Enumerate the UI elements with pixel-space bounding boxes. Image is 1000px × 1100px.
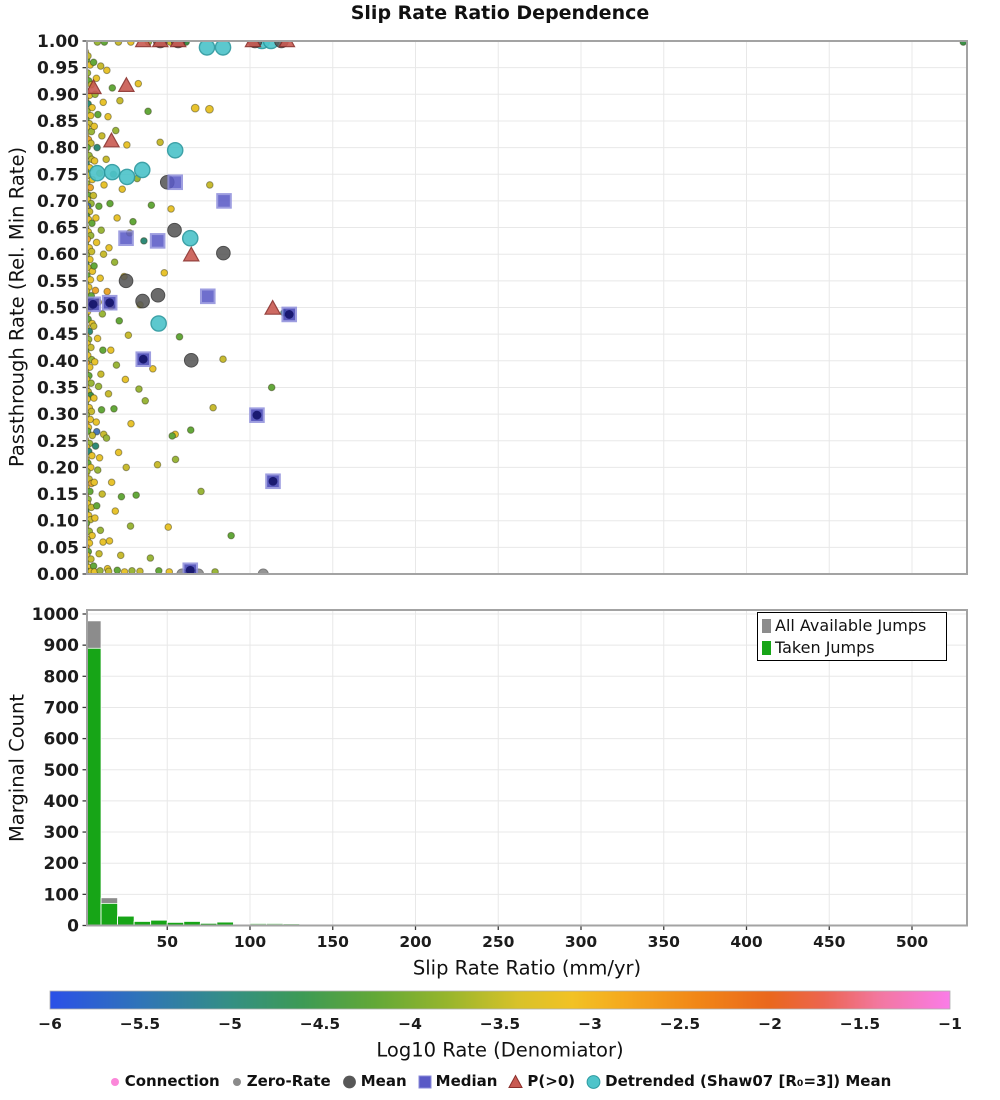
y-tick-label: 0.15 <box>37 485 79 506</box>
x-tick-label: 500 <box>895 933 929 951</box>
histogram-bin <box>118 916 135 926</box>
legend-item-detrended <box>586 1072 891 1090</box>
cloud-point <box>91 359 98 366</box>
cloud-point <box>106 245 113 252</box>
y-tick-label: 0.30 <box>37 405 79 426</box>
y-tick-label: 600 <box>43 729 79 750</box>
y-tick-label: 0.05 <box>37 538 79 559</box>
median-inner-dot <box>105 298 114 307</box>
histogram-bars <box>85 621 300 926</box>
detrended-point <box>168 143 183 158</box>
cloud-point <box>128 420 135 427</box>
cloud-point <box>115 449 122 456</box>
cloud-point <box>103 435 110 442</box>
p-gt0-point <box>153 33 168 47</box>
cloud-point <box>89 432 96 439</box>
cloud-point <box>99 491 106 498</box>
cloud-point <box>106 538 113 545</box>
mean-point <box>168 223 182 237</box>
median-inner-dot <box>139 355 148 364</box>
cloud-point <box>147 555 154 562</box>
cloud-point <box>130 218 137 225</box>
cloud-point <box>91 479 98 486</box>
marker-legend <box>0 1072 1000 1090</box>
median-inner-dot <box>89 300 98 309</box>
cloud-point <box>99 133 106 140</box>
all-jumps-swatch-icon <box>762 619 771 633</box>
cloud-point <box>94 39 101 46</box>
cloud-point <box>206 105 214 113</box>
cloud-point <box>206 182 213 189</box>
legend-item-label: Taken Jumps <box>775 638 875 657</box>
cloud-point <box>141 238 148 245</box>
legend-item-label: Median <box>435 1072 498 1090</box>
histogram-y-axis-label: Marginal Count <box>5 693 29 843</box>
median-inner-dot <box>285 310 294 319</box>
zero-rate-dot-icon <box>231 1074 243 1088</box>
cloud-point <box>98 227 105 234</box>
cloud-point <box>98 407 105 414</box>
cloud-point <box>114 567 121 574</box>
detrended-point <box>105 165 120 180</box>
cloud-point <box>113 362 120 369</box>
colorbar-tick-label: −6 <box>38 1015 62 1033</box>
mean-circle-icon <box>342 1074 357 1089</box>
cloud-point <box>93 502 100 509</box>
cloud-point <box>91 123 98 130</box>
y-tick-label: 0.35 <box>37 378 79 399</box>
detrended-point <box>151 316 166 331</box>
detrended-point <box>119 169 134 184</box>
taken-jumps-bar <box>101 903 118 925</box>
cloud-point <box>91 158 98 165</box>
cloud-point <box>165 524 172 531</box>
scatter-y-axis-label: Passthrough Rate (Rel. Min Rate) <box>5 146 29 468</box>
legend-item-mean <box>342 1072 407 1090</box>
scatter-points <box>82 33 967 579</box>
y-tick-label: 1.00 <box>37 32 79 52</box>
cloud-point <box>101 39 108 46</box>
cloud-point <box>104 288 111 295</box>
median-inner-dot <box>253 411 262 420</box>
cloud-point <box>100 539 107 546</box>
y-tick-label: 0.25 <box>37 431 79 452</box>
legend-item-p-gt0 <box>508 1072 575 1090</box>
cloud-point <box>115 39 122 46</box>
cloud-point <box>135 80 142 87</box>
page-title: Slip Rate Ratio Dependence <box>350 2 650 24</box>
cloud-point <box>145 108 152 115</box>
p-gt0-point <box>279 33 294 47</box>
x-tick-label: 300 <box>564 933 598 951</box>
legend-item-connection <box>109 1072 220 1090</box>
y-tick-label: 0.55 <box>37 271 79 292</box>
colorbar-tick-label: −1 <box>938 1015 962 1033</box>
legend-item-all-jumps <box>762 616 946 635</box>
cloud-point <box>124 142 131 149</box>
median-point <box>119 231 133 245</box>
y-tick-label: 500 <box>43 760 79 781</box>
cloud-point <box>960 39 967 46</box>
cloud-point <box>112 508 119 515</box>
detrended-point <box>135 162 150 177</box>
cloud-point <box>96 550 103 557</box>
cloud-point <box>94 144 101 151</box>
y-tick-label: 0.50 <box>37 298 79 319</box>
cloud-point <box>169 433 176 440</box>
y-tick-label: 300 <box>43 823 79 844</box>
scatter-panel <box>37 32 967 585</box>
p-gt0-point <box>136 33 151 47</box>
cloud-point <box>116 318 123 325</box>
cloud-point <box>100 251 107 258</box>
cloud-point <box>101 182 108 189</box>
cloud-point <box>89 452 96 459</box>
cloud-point <box>91 395 98 402</box>
p-gt0-point <box>119 78 134 92</box>
cloud-point <box>105 391 112 398</box>
y-tick-label: 0.00 <box>37 565 79 585</box>
p-gt0-point <box>245 33 260 47</box>
cloud-point <box>112 127 119 134</box>
cloud-point <box>90 323 97 330</box>
y-tick-label: 100 <box>43 885 79 906</box>
colorbar-tick-label: −5.5 <box>119 1015 161 1033</box>
cloud-point <box>100 99 107 106</box>
legend-item-label: All Available Jumps <box>775 616 927 635</box>
y-tick-label: 0.80 <box>37 138 79 159</box>
cloud-point <box>168 206 175 213</box>
cloud-point <box>103 156 110 163</box>
cloud-point <box>91 263 98 270</box>
cloud-point <box>90 192 97 199</box>
colorbar-label: Log10 Rate (Denomiator) <box>376 1038 624 1062</box>
cloud-point <box>93 215 100 222</box>
cloud-point <box>127 523 134 530</box>
cloud-point <box>118 493 125 500</box>
cloud-point <box>148 202 155 209</box>
y-tick-label: 0.65 <box>37 218 79 239</box>
median-inner-dot <box>269 477 278 486</box>
legend-item-zero-rate <box>231 1072 331 1090</box>
median-point <box>217 194 231 208</box>
colorbar-tick-label: −2.5 <box>659 1015 701 1033</box>
cloud-point <box>161 270 168 277</box>
cloud-point <box>92 287 99 294</box>
cloud-point <box>133 492 140 499</box>
cloud-point <box>94 335 101 342</box>
p-gt0-triangle-icon <box>508 1074 523 1089</box>
cloud-point <box>98 371 105 378</box>
legend-item-median <box>418 1072 498 1090</box>
detrended-circle-icon <box>586 1074 601 1089</box>
cloud-point <box>93 239 100 246</box>
cloud-point <box>108 479 115 486</box>
legend-item-taken-jumps <box>762 638 946 657</box>
colorbar-gradient <box>50 991 950 1009</box>
y-tick-label: 0.85 <box>37 111 79 132</box>
cloud-point <box>122 376 129 383</box>
p-gt0-point <box>171 33 186 47</box>
x-tick-label: 50 <box>156 933 179 951</box>
y-tick-label: 0.45 <box>37 325 79 346</box>
p-gt0-point <box>104 133 119 147</box>
cloud-point <box>105 113 112 120</box>
histogram-bin <box>101 898 118 926</box>
colorbar-tick-label: −4.5 <box>299 1015 341 1033</box>
cloud-point <box>157 139 164 146</box>
cloud-point <box>95 383 102 390</box>
cloud-point <box>111 405 118 412</box>
cloud-point <box>104 67 111 74</box>
y-tick-label: 0.90 <box>37 85 79 106</box>
cloud-point <box>97 275 104 282</box>
colorbar-tick-label: −3 <box>578 1015 602 1033</box>
x-tick-label: 150 <box>316 933 349 951</box>
y-tick-label: 0.95 <box>37 58 79 79</box>
cloud-point <box>108 347 115 354</box>
mean-point <box>184 353 198 367</box>
cloud-point <box>136 386 143 393</box>
mean-point <box>151 288 165 302</box>
y-tick-label: 0.60 <box>37 245 79 266</box>
cloud-point <box>100 347 107 354</box>
cloud-point <box>125 332 132 339</box>
y-tick-label: 0.20 <box>37 458 79 479</box>
y-tick-label: 0 <box>67 916 79 937</box>
taken-jumps-swatch-icon <box>762 641 771 655</box>
mean-point <box>119 274 133 288</box>
cloud-point <box>210 404 217 411</box>
cloud-point <box>92 443 99 450</box>
legend-item-label: P(>0) <box>527 1072 576 1090</box>
cloud-point <box>119 186 126 193</box>
colorbar-tick-label: −5 <box>218 1015 242 1033</box>
y-tick-label: 900 <box>43 636 79 657</box>
cloud-point <box>111 259 118 266</box>
y-tick-label: 0.40 <box>37 351 79 372</box>
colorbar <box>38 991 962 1033</box>
y-tick-label: 0.10 <box>37 511 79 532</box>
detrended-point <box>215 40 230 55</box>
cloud-point <box>95 111 102 118</box>
cloud-point <box>198 488 205 495</box>
y-tick-label: 800 <box>43 667 79 688</box>
x-tick-label: 450 <box>813 933 846 951</box>
cloud-point <box>92 515 99 522</box>
cloud-point <box>114 215 121 222</box>
y-tick-label: 700 <box>43 698 79 719</box>
detrended-point <box>199 40 214 55</box>
cloud-point <box>191 104 199 112</box>
cloud-point <box>94 467 101 474</box>
colorbar-tick-label: −2 <box>758 1015 782 1033</box>
y-tick-label: 0.70 <box>37 191 79 212</box>
cloud-point <box>107 200 114 207</box>
y-tick-label: 1000 <box>31 605 79 625</box>
cloud-point <box>128 39 135 46</box>
cloud-point <box>117 97 124 104</box>
cloud-point <box>97 63 104 70</box>
x-tick-label: 200 <box>399 933 432 951</box>
cloud-point <box>187 427 194 434</box>
histogram-legend <box>757 612 947 661</box>
colorbar-tick-label: −3.5 <box>479 1015 521 1033</box>
cloud-point <box>97 527 104 534</box>
cloud-point <box>142 397 149 404</box>
cloud-point <box>90 59 97 66</box>
x-tick-label: 400 <box>730 933 763 951</box>
x-tick-label: 100 <box>233 933 267 951</box>
cloud-point <box>176 334 183 341</box>
legend-item-label: Mean <box>360 1072 407 1090</box>
taken-jumps-bar <box>118 916 135 925</box>
cloud-point <box>96 203 103 210</box>
cloud-point <box>123 464 130 471</box>
legend-item-label: Detrended (Shaw07 [R₀=3]) Mean <box>605 1072 892 1090</box>
cloud-point <box>268 384 275 391</box>
mean-point <box>136 294 150 308</box>
cloud-point <box>117 552 124 559</box>
median-square-icon <box>418 1074 432 1089</box>
legend-item-label: Connection <box>124 1072 220 1090</box>
legend-item-label: Zero-Rate <box>246 1072 331 1090</box>
cloud-point <box>93 419 100 426</box>
mean-point <box>217 246 231 260</box>
cloud-point <box>220 356 227 363</box>
cloud-point <box>154 461 161 468</box>
y-tick-label: 200 <box>43 854 79 875</box>
detrended-point <box>90 166 105 181</box>
detrended-point <box>183 231 198 246</box>
cloud-point <box>96 455 103 462</box>
cloud-point <box>109 85 116 92</box>
x-tick-label: 250 <box>482 933 515 951</box>
y-tick-label: 400 <box>43 791 79 812</box>
colorbar-tick-label: −1.5 <box>839 1015 881 1033</box>
median-point <box>151 234 165 248</box>
median-point <box>201 290 215 304</box>
y-tick-label: 0.75 <box>37 165 79 186</box>
cloud-point <box>228 532 235 539</box>
x-tick-label: 350 <box>647 933 680 951</box>
connection-dot-icon <box>109 1074 121 1088</box>
cloud-point <box>172 456 179 463</box>
median-point <box>168 175 182 189</box>
colorbar-tick-label: −4 <box>398 1015 422 1033</box>
x-axis-label: Slip Rate Ratio (mm/yr) <box>412 956 642 980</box>
